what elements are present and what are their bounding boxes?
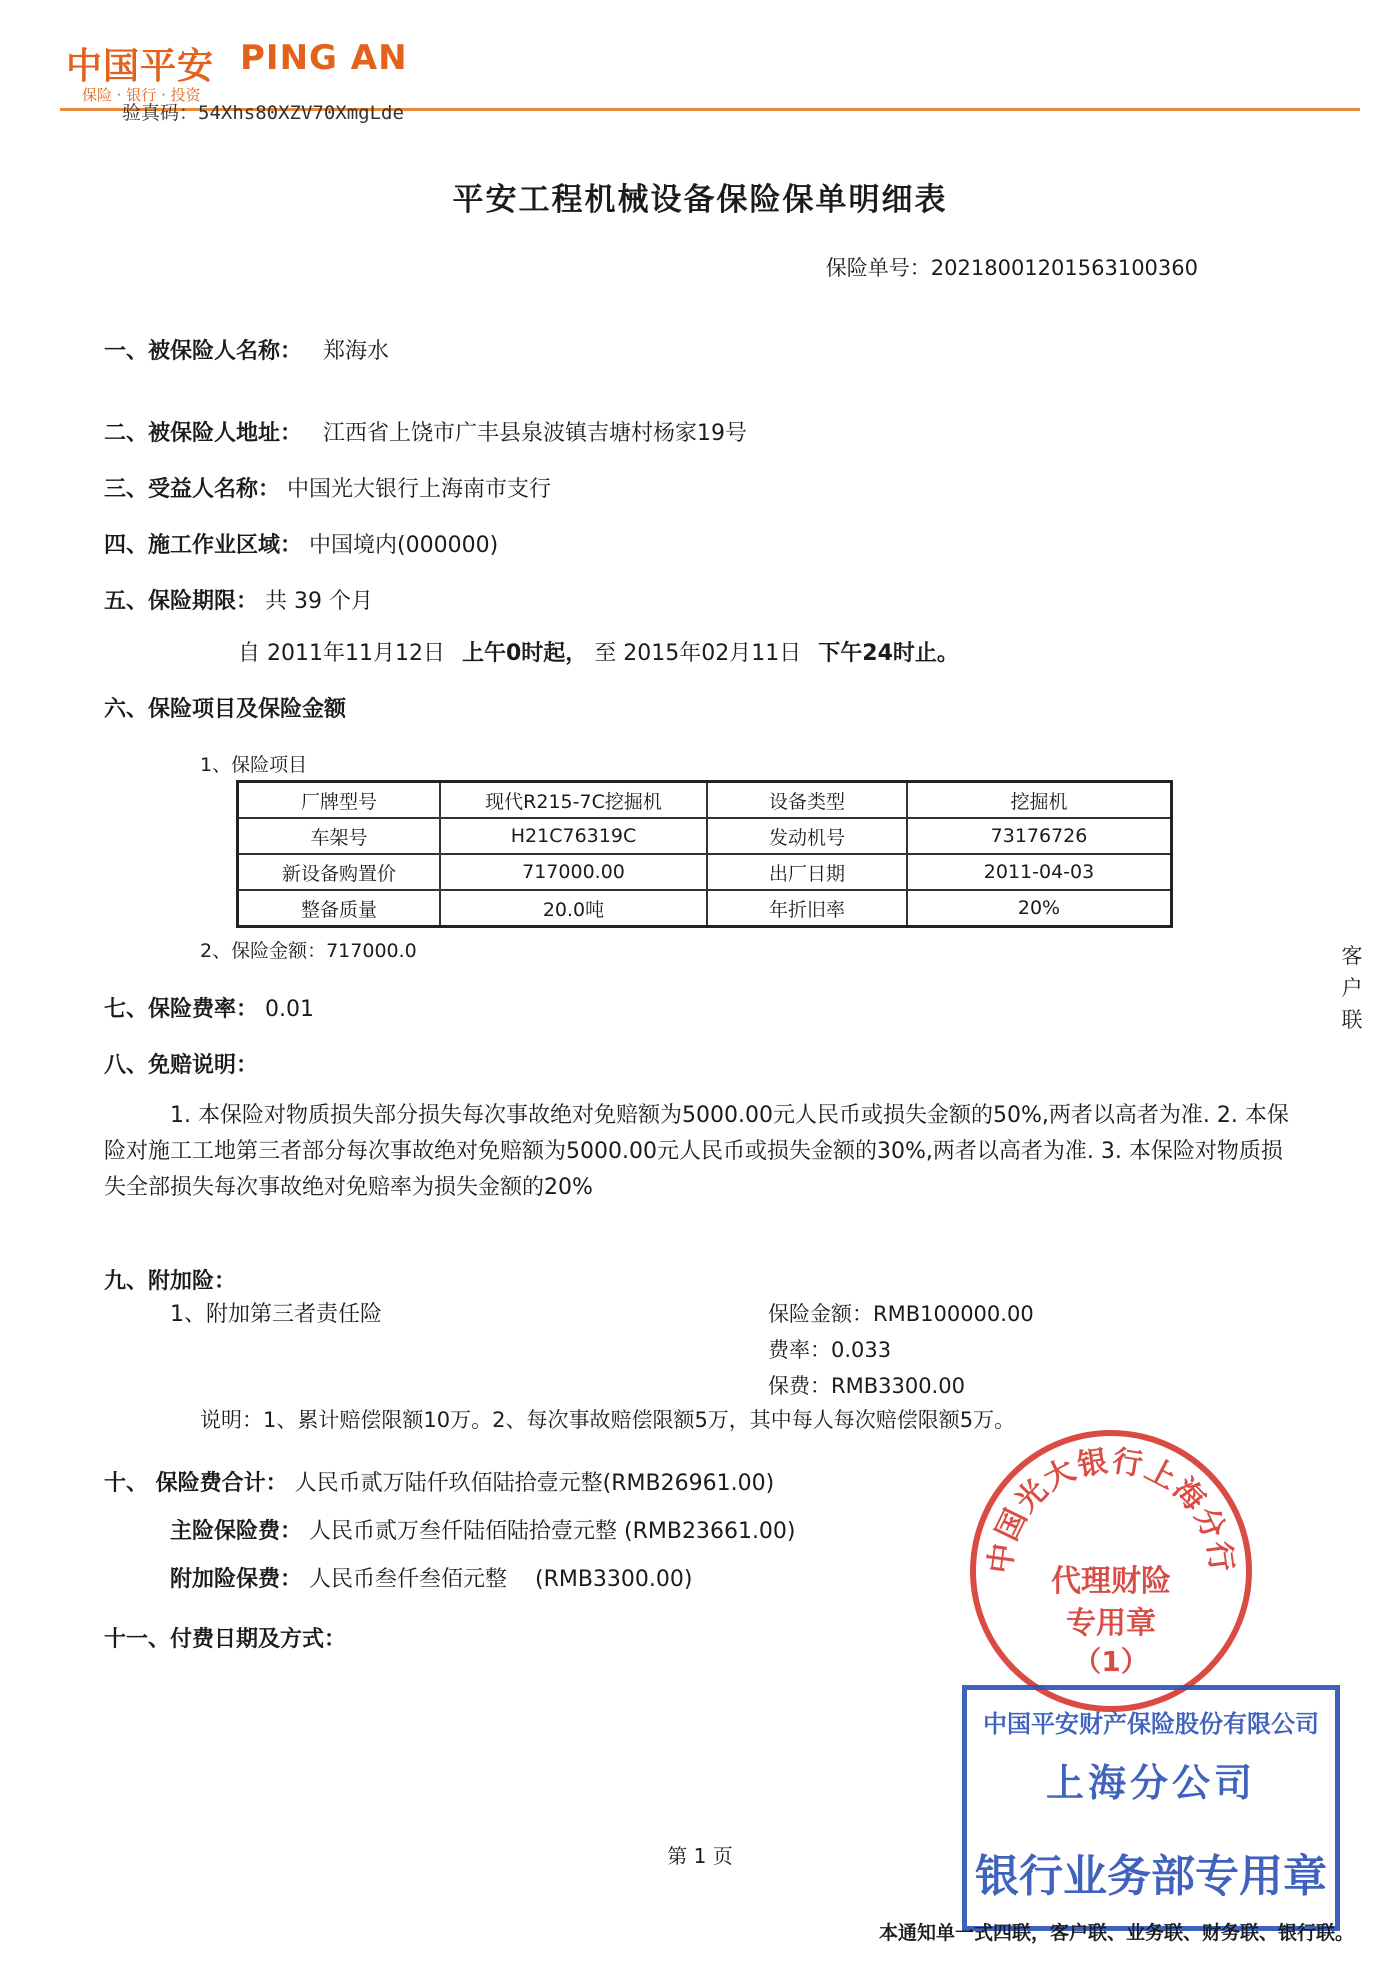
company-blue-stamp [962,1685,1340,1931]
bank-red-stamp [970,1430,1252,1712]
policy-number: 保险单号：20218001201563100360 [825,256,1198,280]
stamp-arc-text: 中国光大银行上海分行 [982,1443,1240,1576]
stamp-line1: 代理财险 [1051,1564,1171,1599]
premium-main-value: 人民币贰万叁仟陆佰陆拾壹元整 (RMB23661.00) [309,1519,796,1544]
deductible-text [104,1098,1304,1206]
addon-premium: 保费：RMB3300.00 [768,1374,965,1398]
table-label-cell: 整备质量 [238,890,441,927]
premium-addon-value: 人民币叁仟叁佰元整 (RMB3300.00) [309,1567,693,1592]
premium-total [104,1466,774,1497]
items-table [236,780,1173,928]
work-area: 中国境内(000000) [309,533,499,558]
premium-main-label: 主险保险费： [170,1519,303,1544]
stamp-line2: 专用章 [1066,1606,1156,1641]
period-from-time: 上午0时起， [461,641,588,666]
items-sub-label: 1、保险项目 [200,754,308,776]
copy-label: 客户联 [1341,944,1363,1032]
period-to-time: 下午24时止。 [818,641,959,666]
section-payment [104,1622,346,1653]
table-label-cell: 新设备购置价 [238,854,441,890]
section-label: 九、附加险： [104,1269,237,1294]
premium-total-label: 十、 保险费合计： [104,1471,288,1496]
section-label: 十一、付费日期及方式： [104,1627,347,1652]
table-label-cell: 出厂日期 [707,854,907,890]
premium-main [170,1514,796,1545]
term-months: 共 39 个月 [265,589,373,614]
section-deductible [104,1048,258,1079]
section-items [104,692,346,723]
page-number: 第 1 页 [667,1844,733,1868]
period-to: 至 2015年02月11日 [594,641,802,666]
section-rate [104,992,314,1023]
verify-code: 验真码：54Xhs80XZV70XmgLde [122,102,404,124]
stamp-dept: 银行业务部专用章 [975,1851,1327,1902]
stamp-line3: （1） [1073,1645,1149,1678]
table-value-cell: 717000.00 [440,854,707,890]
section-label: 二、被保险人地址： [104,421,303,446]
insured-address: 江西省上饶市广丰县泉波镇吉塘村杨家19号 [323,421,748,446]
section-label: 一、被保险人名称： [104,339,303,364]
sum-insured: 2、保险金额：717000.0 [200,940,417,962]
section-addon [104,1264,236,1295]
section-label: 七、保险费率： [104,997,259,1022]
premium-addon-label: 附加险保费： [170,1567,303,1592]
insurance-period [238,636,959,667]
addon-rate: 费率：0.033 [768,1338,892,1362]
section-label: 五、保险期限： [104,589,259,614]
table-value-cell: 挖掘机 [907,782,1172,819]
logo-cn: 中国平安 [66,46,215,87]
addon-note: 说明：1、累计赔偿限额10万。2、每次事故赔偿限额5万，其中每人每次赔偿限额5万。 [200,1408,1016,1432]
footnote: 本通知单一式四联，客户联、业务联、财务联、银行联。 [878,1922,1354,1944]
beneficiary-name: 中国光大银行上海南市支行 [287,477,552,502]
premium-total-value: 人民币贰万陆仟玖佰陆拾壹元整(RMB26961.00) [294,1471,775,1496]
section-insured-name [104,334,389,365]
table-label-cell: 设备类型 [707,782,907,819]
table-label-cell: 年折旧率 [707,890,907,927]
section-label: 六、保险项目及保险金额 [104,697,347,722]
section-label: 八、免赔说明： [104,1053,259,1078]
table-row [238,890,1172,927]
table-label-cell: 车架号 [238,818,441,854]
table-label-cell: 发动机号 [707,818,907,854]
section-beneficiary [104,472,551,503]
table-row [238,818,1172,854]
stamp-branch: 上海分公司 [1045,1760,1256,1805]
rate-value: 0.01 [265,997,314,1022]
section-work-area [104,528,498,559]
document-title: 平安工程机械设备保险保单明细表 [452,182,948,218]
table-value-cell: 2011-04-03 [907,854,1172,890]
section-term [104,584,373,615]
period-from: 自 2011年11月12日 [238,641,445,666]
addon-name: 1、附加第三者责任险 [170,1302,382,1327]
deductible-paragraph: 1. 本保险对物质损失部分损失每次事故绝对免赔额为5000.00元人民币或损失金额的50%,两者以高者为准. 2. 本保险对施工工地第三者部分每次事故绝对免赔额为5000.00元人民币或损失金额的30%,两者以高者为准. 3. 本保险对物质损失全部损失每次事故绝对免赔率为损失金额的20% [104,1103,1289,1200]
section-insured-address [104,416,747,447]
premium-addon [170,1562,693,1593]
table-value-cell: 73176726 [907,818,1172,854]
addon-amount: 保险金额：RMB100000.00 [768,1302,1034,1326]
section-label: 三、受益人名称： [104,477,281,502]
stamp-company: 中国平安财产保险股份有限公司 [983,1709,1319,1738]
logo-en: PING AN [240,38,408,78]
table-label-cell: 厂牌型号 [238,782,441,819]
table-value-cell: H21C76319C [440,818,707,854]
table-value-cell: 20% [907,890,1172,927]
table-value-cell: 20.0吨 [440,890,707,927]
table-row [238,854,1172,890]
table-row [238,782,1172,819]
section-label: 四、施工作业区域： [104,533,303,558]
insured-name: 郑海水 [323,339,390,364]
table-value-cell: 现代R215-7C挖掘机 [440,782,707,819]
logo-tagline: 保险 · 银行 · 投资 [82,86,201,104]
